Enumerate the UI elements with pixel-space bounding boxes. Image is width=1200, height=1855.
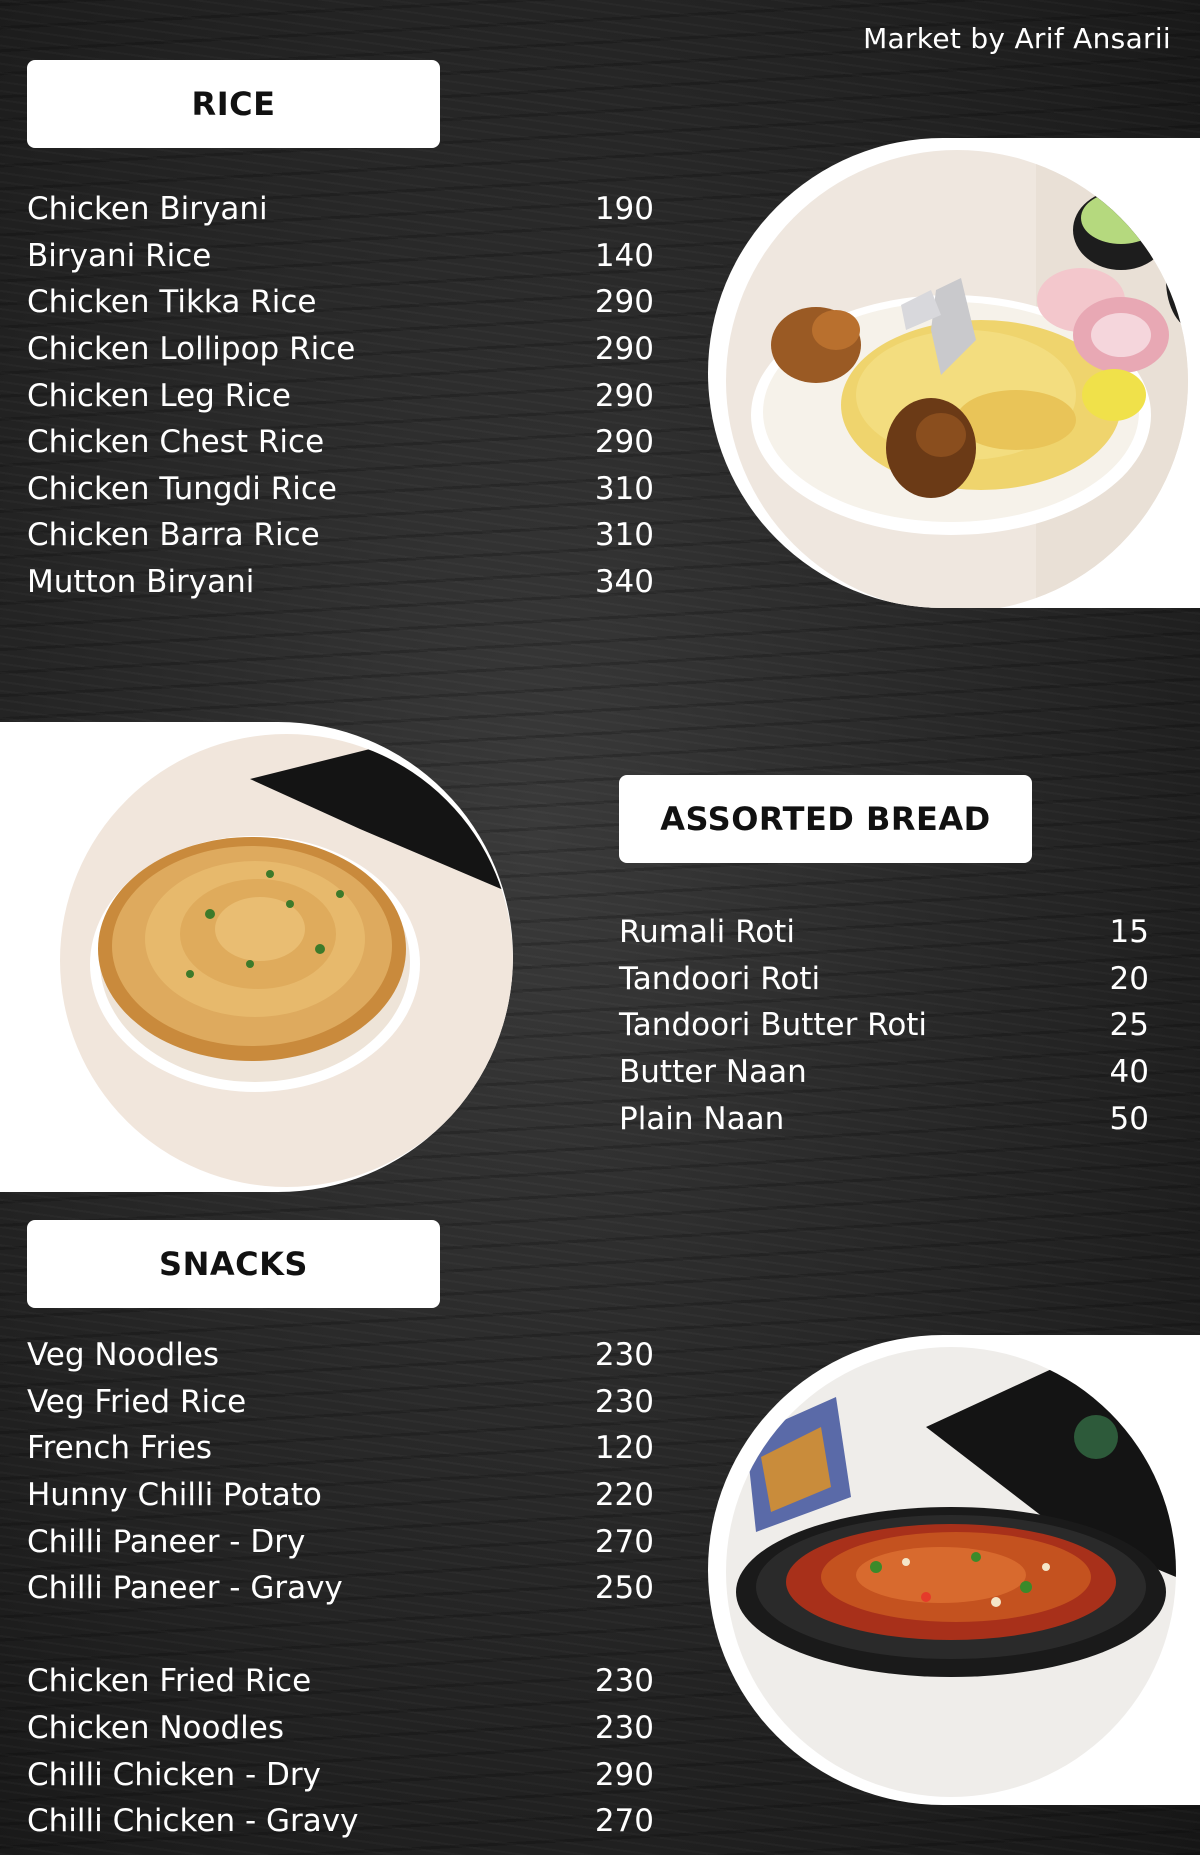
- item-name: Chicken Noodles: [27, 1710, 285, 1747]
- menu-item: [27, 1425, 654, 1472]
- item-name: Veg Fried Rice: [27, 1383, 247, 1420]
- item-name: Chicken Chest Rice: [27, 424, 325, 461]
- menu-item: [27, 466, 654, 513]
- item-name: French Fries: [27, 1430, 213, 1467]
- item-price: 310: [594, 517, 654, 554]
- menu-item: [27, 512, 654, 559]
- list-spacer: [27, 1612, 654, 1659]
- item-price: 270: [594, 1523, 654, 1560]
- item-price: 50: [1109, 1100, 1149, 1137]
- menu-item: [27, 1472, 654, 1519]
- item-price: 140: [594, 237, 654, 274]
- item-price: 230: [594, 1383, 654, 1420]
- item-name: Tandoori Butter Roti: [619, 1007, 928, 1044]
- bread-menu-list: [619, 909, 1149, 1142]
- item-name: Chilli Paneer - Gravy: [27, 1570, 343, 1607]
- item-price: 250: [594, 1570, 654, 1607]
- item-price: 40: [1109, 1054, 1149, 1091]
- bread-heading-label: ASSORTED BREAD: [660, 800, 991, 838]
- item-price: 25: [1109, 1007, 1149, 1044]
- menu-item: [27, 186, 654, 233]
- item-name: Chicken Biryani: [27, 191, 268, 228]
- item-name: Rumali Roti: [619, 914, 795, 951]
- item-price: 290: [594, 331, 654, 368]
- item-price: 230: [594, 1710, 654, 1747]
- snacks-heading: [27, 1220, 440, 1308]
- item-price: 290: [594, 424, 654, 461]
- item-name: Chilli Chicken - Gravy: [27, 1803, 359, 1840]
- menu-item: [27, 1658, 654, 1705]
- menu-item: [27, 1705, 654, 1752]
- menu-item: [27, 1798, 654, 1845]
- snacks-photo-panel: [708, 1335, 1200, 1805]
- chilli-dish-illustration: [726, 1347, 1176, 1797]
- menu-item: [27, 372, 654, 419]
- menu-item: [27, 559, 654, 606]
- menu-item: [27, 1332, 654, 1379]
- rice-menu-list: [27, 186, 654, 605]
- item-name: Chicken Fried Rice: [27, 1663, 312, 1700]
- chilli-dish-photo: [726, 1347, 1176, 1797]
- snacks-menu-list: [27, 1332, 654, 1845]
- rice-heading: [27, 60, 440, 148]
- menu-item: [27, 1565, 654, 1612]
- menu-item: [619, 909, 1149, 956]
- item-price: 270: [594, 1803, 654, 1840]
- item-name: Mutton Biryani: [27, 564, 255, 601]
- item-price: 230: [594, 1337, 654, 1374]
- menu-item: [27, 233, 654, 280]
- rice-photo-panel: [708, 138, 1200, 608]
- menu-item: [27, 1518, 654, 1565]
- paratha-plate-photo: [60, 734, 513, 1187]
- item-name: Chicken Lollipop Rice: [27, 331, 356, 368]
- menu-item: [27, 1751, 654, 1798]
- item-price: 190: [594, 191, 654, 228]
- paratha-plate-illustration: [60, 734, 513, 1187]
- menu-item: [27, 419, 654, 466]
- item-name: Chicken Tungdi Rice: [27, 470, 337, 507]
- item-name: Chicken Tikka Rice: [27, 284, 317, 321]
- item-name: Butter Naan: [619, 1054, 807, 1091]
- item-name: Veg Noodles: [27, 1337, 220, 1374]
- item-name: Tandoori Roti: [619, 960, 821, 997]
- menu-item: [619, 956, 1149, 1003]
- item-name: Chilli Paneer - Dry: [27, 1523, 306, 1560]
- item-price: 340: [594, 564, 654, 601]
- item-price: 290: [594, 377, 654, 414]
- menu-item: [27, 326, 654, 373]
- menu-item: [619, 1002, 1149, 1049]
- item-price: 15: [1109, 914, 1149, 951]
- item-name: Hunny Chilli Potato: [27, 1477, 322, 1514]
- item-price: 310: [594, 470, 654, 507]
- item-price: 20: [1109, 960, 1149, 997]
- item-price: 220: [594, 1477, 654, 1514]
- bread-heading: [619, 775, 1032, 863]
- item-name: Biryani Rice: [27, 237, 212, 274]
- menu-item: [619, 1095, 1149, 1142]
- menu-item: [27, 1379, 654, 1426]
- item-name: Chicken Leg Rice: [27, 377, 291, 414]
- rice-heading-label: RICE: [191, 85, 276, 123]
- item-name: Chicken Barra Rice: [27, 517, 320, 554]
- biryani-plate-photo: [726, 150, 1188, 608]
- snacks-heading-label: SNACKS: [159, 1245, 308, 1283]
- item-price: 290: [594, 1756, 654, 1793]
- menu-item: [619, 1049, 1149, 1096]
- item-price: 230: [594, 1663, 654, 1700]
- item-name: Plain Naan: [619, 1100, 785, 1137]
- item-price: 120: [594, 1430, 654, 1467]
- biryani-plate-illustration: [726, 150, 1188, 608]
- credit-text: Market by Arif Ansarii: [863, 22, 1171, 55]
- item-name: Chilli Chicken - Dry: [27, 1756, 321, 1793]
- item-price: 290: [594, 284, 654, 321]
- menu-item: [27, 279, 654, 326]
- bread-photo-panel: [0, 722, 513, 1192]
